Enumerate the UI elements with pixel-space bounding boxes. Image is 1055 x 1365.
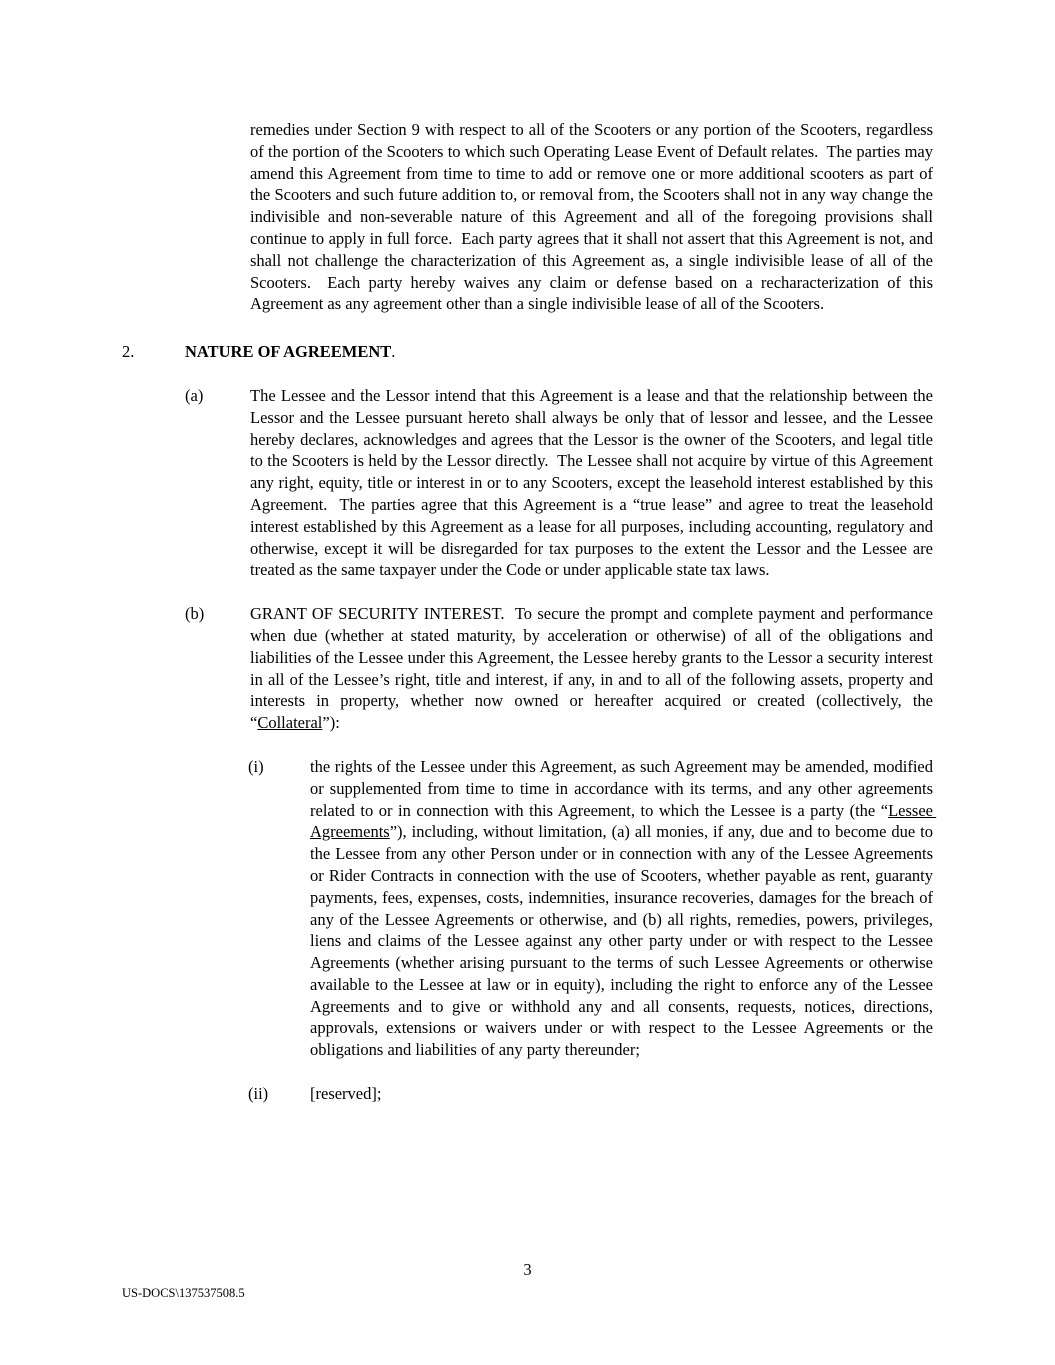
section-2-title: NATURE OF AGREEMENT: [185, 342, 392, 362]
clause-b-ii-marker: (ii): [248, 1084, 269, 1104]
section-2-title-period: .: [391, 342, 396, 362]
intro-paragraph: remedies under Section 9 with respect to all of the Scooters or any portion of the Scooters, regardless of the portion of the Scooters to which such Operating Lease Event of Default relates. The parties may amend this Agreement from time to time to add or remove one or more additional scooters as part of the Scooters and such future addition to, or removal from, the Scooters shall not in any way change the indivisible and non-severable nature of this Agreement and all of the foregoing provisions shall continue to apply in full force. Each party agrees that it shall not assert that this Agreement is not, and shall not challenge the characterization of this Agreement as, a single indivisible lease of all of the Scooters. Each party hereby waives any claim or defense based on a recharacterization of this Agreement as any agreement other than a single indivisible lease of all of the Scooters.: [250, 120, 938, 314]
clause-b-i-text-before: the rights of the Lessee under this Agreement, as such Agreement may be amended, modified or supplemented from time to time in accordance with its terms, and any other agreements related to or in connection with this Agreement, to which the Lessee is a party (the “: [310, 756, 938, 820]
section-2-number: 2.: [122, 342, 135, 362]
document-id-footer: US-DOCS\137537508.5: [122, 1286, 245, 1300]
clause-b-text-before: GRANT OF SECURITY INTEREST. To secure the prompt and complete payment and performance when due (whether at stated maturity, by acceleration or otherwise) of all of the obligations and liabilities of the Lessee under this Agreement, the Lessee hereby grants to the Lessor a security interest in all of the Lessee’s right, title and interest, if any, in and to all of the following assets, property and interests in property, whether now owned or hereafter acquired or created (collectively, the “: [250, 604, 938, 733]
clause-b-i-marker: (i): [248, 756, 264, 776]
clause-b-marker: (b): [185, 604, 205, 624]
defined-term-collateral: Collateral: [257, 713, 323, 733]
clause-a-text: The Lessee and the Lessor intend that this Agreement is a lease and that the relationship between the Lessor and the Lessee pursuant hereto shall always be only that of lessor and lessee, and the Lessee hereby declares, acknowledges and agrees that the Lessor is the owner of the Scooters, and legal title to the Scooters is held by the Lessor directly. The Lessee shall not acquire by virtue of this Agreement any right, equity, title or interest in or to any Scooters, except the leasehold interest established by this Agreement. The parties agree that this Agreement is a “true lease” and agree to treat the leasehold interest established by this Agreement as a lease for all purposes, including accounting, regulatory and otherwise, except it will be disregarded for tax purposes to the extent the Lessor and the Lessee are treated as the same taxpayer under the Code or under applicable state tax laws.: [250, 385, 938, 580]
clause-b: [185, 603, 1055, 734]
clause-b-i-text: [310, 756, 938, 1061]
section-2-heading: [122, 341, 1055, 363]
clause-b-text: [250, 603, 938, 734]
section-2-title-wrap: [185, 341, 395, 363]
defined-term-lessee-agreements: Lessee Agreements: [310, 800, 937, 842]
clause-b-i: [248, 756, 1055, 1061]
clause-b-ii: [248, 1083, 1055, 1105]
clause-b-i-text-after: ”), including, without limitation, (a) all monies, if any, due and to become due to the Lessee from any other Person under or in connection with any of the Lessee Agreements or Rider Contracts in connection with the use of Scooters, whether payable as rent, guaranty payments, fees, expenses, costs, indemnities, insurance recoveries, damages for the breach of any of the Lessee Agreements or otherwise, and (b) all rights, remedies, powers, privileges, liens and claims of the Lessee against any other party under or with respect to the Lessee Agreements (whether arising pursuant to the terms of such Lessee Agreements or otherwise available to the Lessee at law or in equity), including the right to enforce any of the Lessee Agreements and to give or withhold any and all consents, requests, notices, directions, approvals, extensions or waivers under or with respect to the Lessee Agreements or the obligations and liabilities of any party thereunder;: [310, 822, 938, 1060]
document-body: [0, 119, 1055, 1127]
page-number: 3: [523, 1260, 532, 1279]
clause-a-marker: (a): [185, 385, 204, 405]
clause-a: [185, 385, 1055, 581]
clause-b-ii-text: [reserved];: [310, 1084, 382, 1104]
clause-b-text-after: ”):: [322, 713, 340, 733]
